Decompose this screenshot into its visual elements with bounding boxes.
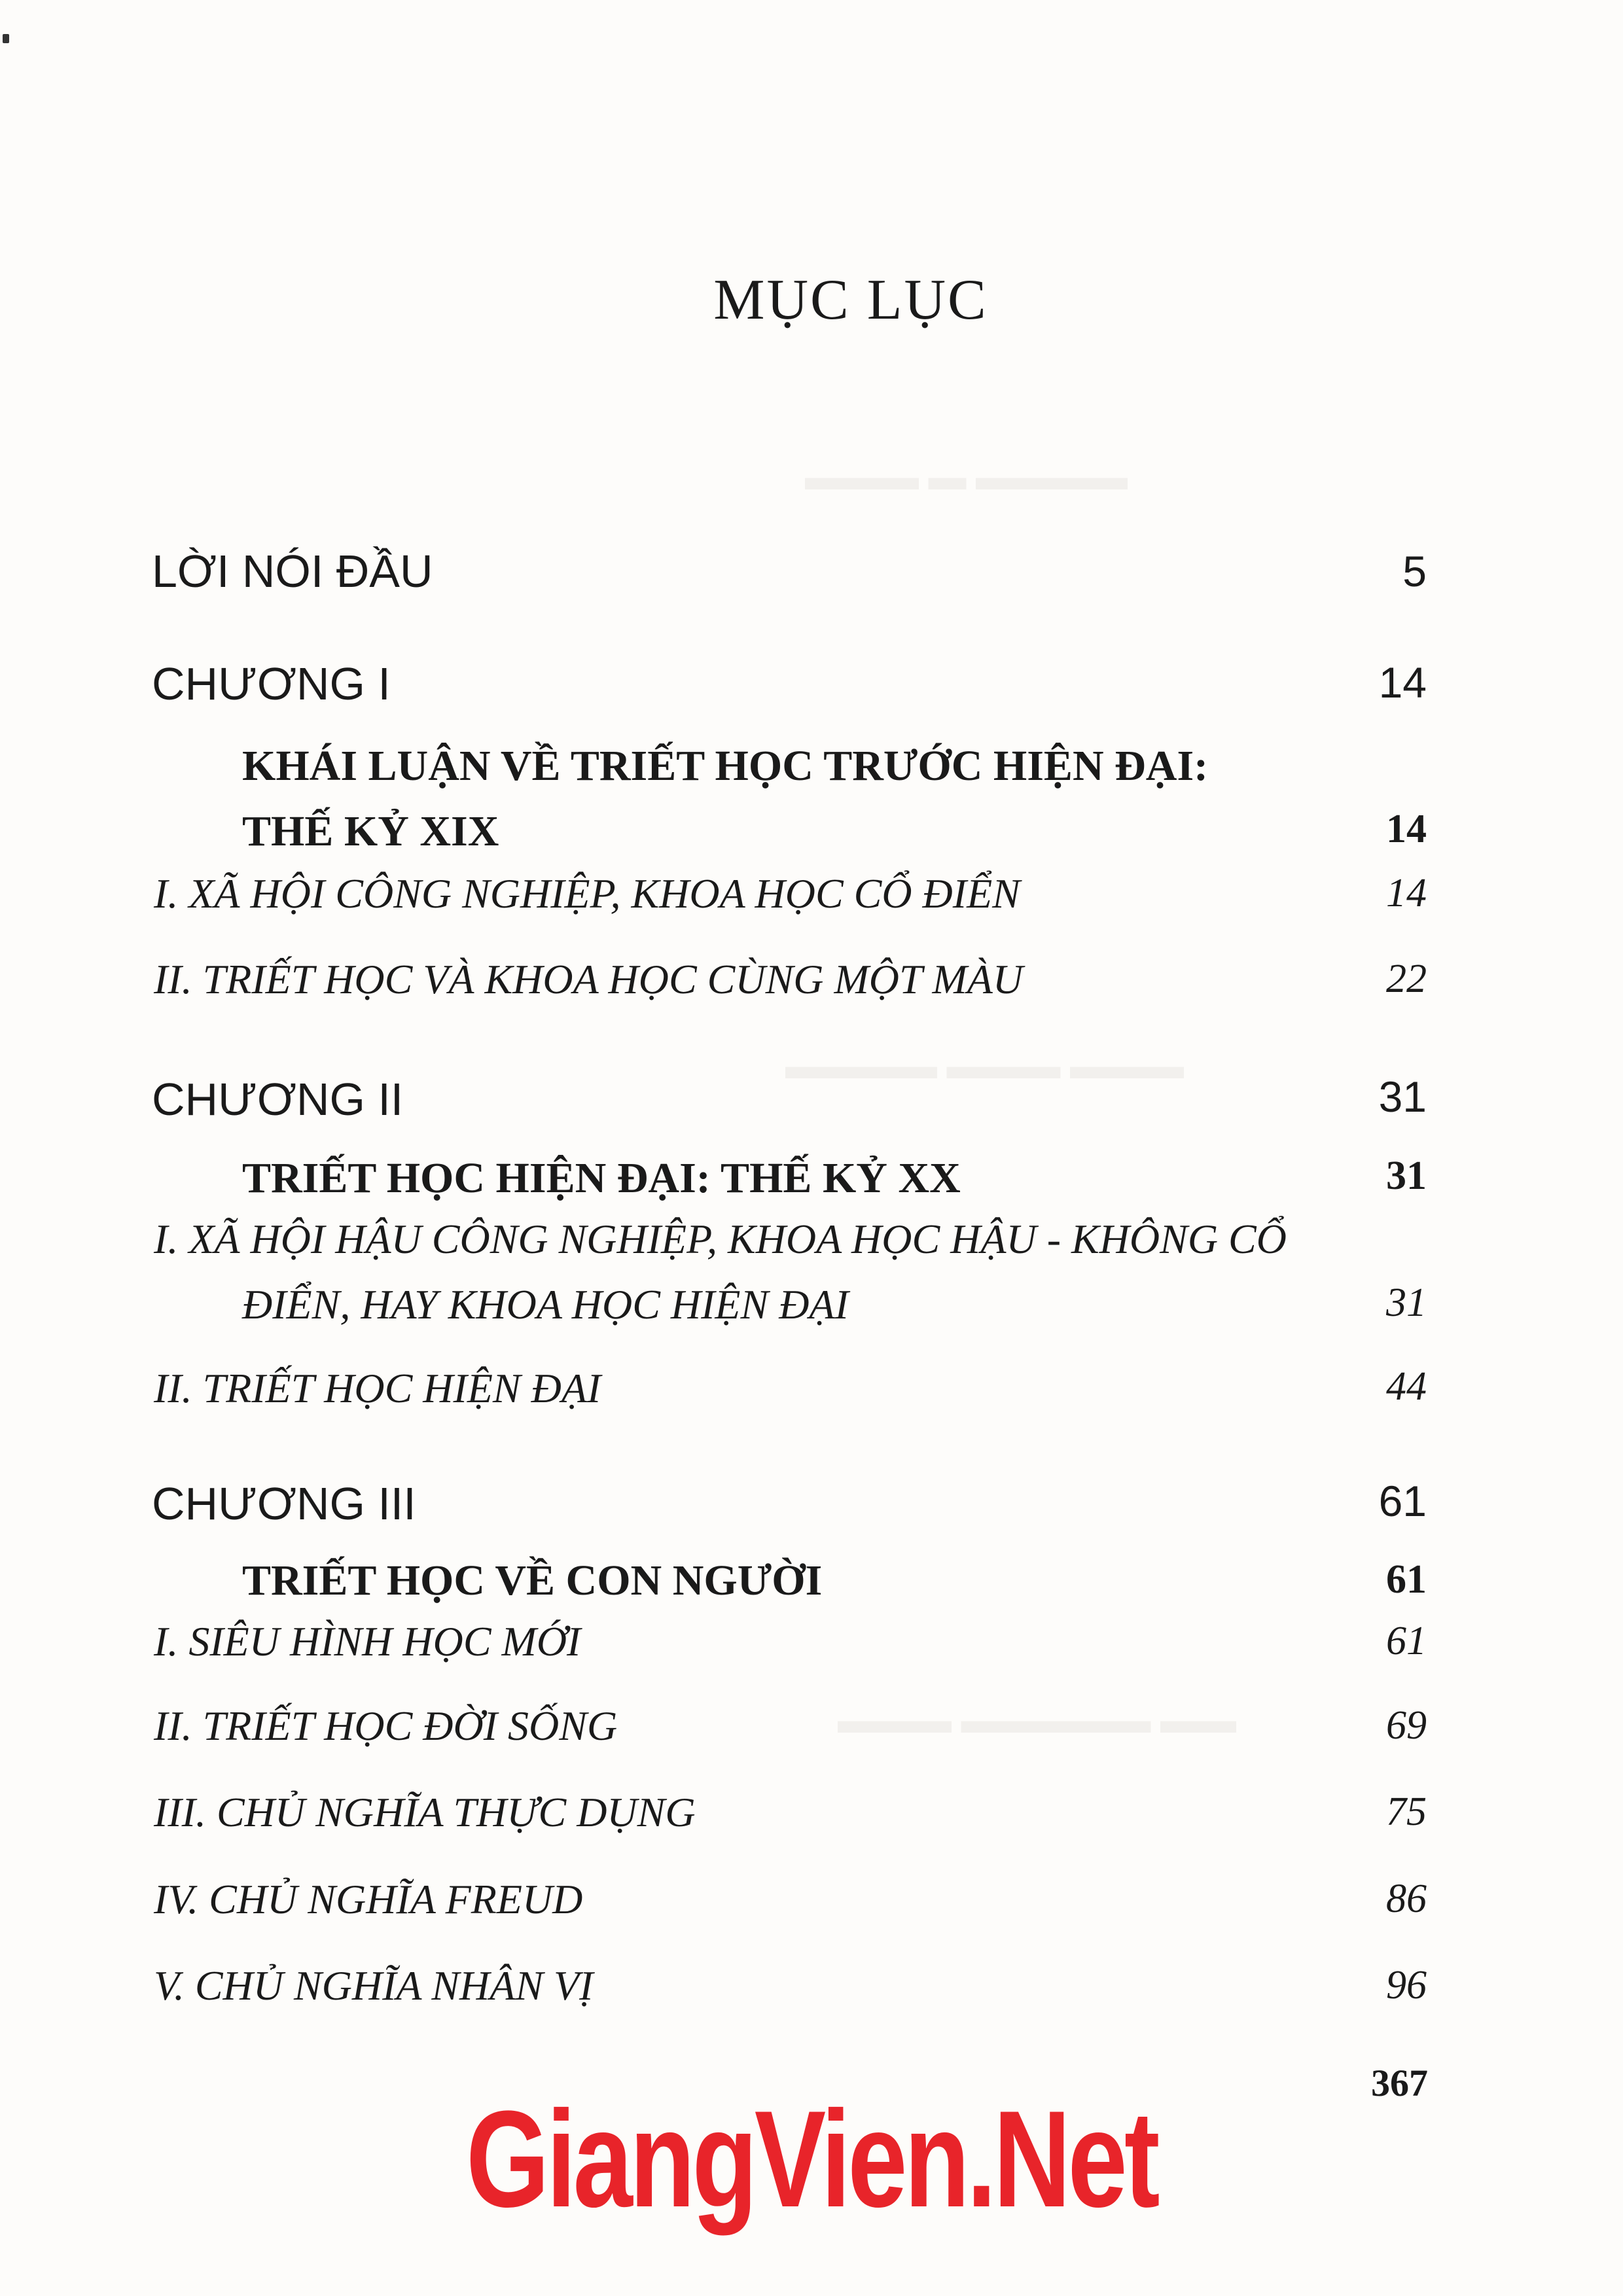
- bleed-through-mark: ▬▬▬ ▬ ▬▬▬▬: [805, 455, 1128, 498]
- toc-chapter-2-page: 31: [1378, 1072, 1427, 1121]
- toc-ch3-section-2-page: 69: [1386, 1703, 1427, 1748]
- toc-chapter-1-page: 14: [1378, 658, 1427, 707]
- toc-ch3-section-1-page: 61: [1386, 1619, 1427, 1663]
- toc-chapter-1-title-line2: THẾ KỶ XIX: [242, 807, 499, 855]
- toc-ch1-section-1-page: 14: [1386, 871, 1427, 915]
- scan-mark: [3, 34, 9, 43]
- toc-chapter-2-label: CHƯƠNG II: [152, 1074, 404, 1125]
- toc-ch3-section-5-page: 96: [1386, 1963, 1427, 2007]
- toc-chapter-1-title-line1: KHÁI LUẬN VỀ TRIẾT HỌC TRƯỚC HIỆN ĐẠI:: [242, 742, 1209, 790]
- toc-ch1-section-2-label: II. TRIẾT HỌC VÀ KHOA HỌC CÙNG MỘT MÀU: [154, 956, 1024, 1002]
- toc-ch1-section-1-label: I. XÃ HỘI CÔNG NGHIỆP, KHOA HỌC CỔ ĐIỂN: [154, 870, 1020, 917]
- bleed-through-mark: ▬▬▬▬ ▬▬▬ ▬▬▬: [785, 1044, 1184, 1087]
- toc-chapter-1-label: CHƯƠNG I: [152, 658, 391, 709]
- toc-ch2-section-1-line1: I. XÃ HỘI HẬU CÔNG NGHIỆP, KHOA HỌC HẬU - KHÔNG CỔ: [154, 1216, 1287, 1262]
- toc-chapter-2-title: TRIẾT HỌC HIỆN ĐẠI: THẾ KỶ XX: [242, 1154, 961, 1202]
- page-title: MỤC LỤC: [713, 268, 988, 332]
- toc-ch3-section-4-page: 86: [1386, 1877, 1427, 1921]
- toc-chapter-1-title-page: 14: [1386, 807, 1427, 851]
- toc-preface-page: 5: [1402, 547, 1427, 595]
- toc-ch2-section-1-line2: ĐIỂN, HAY KHOA HỌC HIỆN ĐẠI: [242, 1281, 849, 1328]
- toc-ch2-section-2-label: II. TRIẾT HỌC HIỆN ĐẠI: [154, 1365, 601, 1411]
- toc-ch1-section-2-page: 22: [1386, 957, 1427, 1001]
- toc-ch3-section-5-label: V. CHỦ NGHĨA NHÂN VỊ: [154, 1962, 594, 2009]
- toc-ch3-section-3-page: 75: [1386, 1790, 1427, 1834]
- toc-chapter-3-page: 61: [1378, 1477, 1427, 1525]
- toc-chapter-3-label: CHƯƠNG III: [152, 1478, 416, 1529]
- watermark: GiangVien.Net: [466, 2082, 1157, 2236]
- toc-chapter-3-title-page: 61: [1386, 1557, 1427, 1602]
- toc-ch3-section-1-label: I. SIÊU HÌNH HỌC MỚI: [154, 1618, 581, 1665]
- toc-ch2-section-1-page: 31: [1386, 1280, 1427, 1325]
- toc-ch2-section-2-page: 44: [1386, 1364, 1427, 1409]
- toc-ch3-section-2-label: II. TRIẾT HỌC ĐỜI SỐNG: [154, 1703, 618, 1749]
- page-number: 367: [1371, 2062, 1428, 2104]
- toc-ch3-section-3-label: III. CHỦ NGHĨA THỰC DỤNG: [154, 1789, 696, 1835]
- toc-ch3-section-4-label: IV. CHỦ NGHĨA FREUD: [154, 1876, 583, 1922]
- bleed-through-mark: ▬▬▬ ▬▬▬▬▬ ▬▬: [838, 1699, 1236, 1741]
- toc-chapter-2-title-page: 31: [1386, 1154, 1427, 1198]
- toc-chapter-3-title: TRIẾT HỌC VỀ CON NGƯỜI: [242, 1557, 823, 1604]
- toc-preface-label: LỜI NÓI ĐẦU: [152, 546, 433, 597]
